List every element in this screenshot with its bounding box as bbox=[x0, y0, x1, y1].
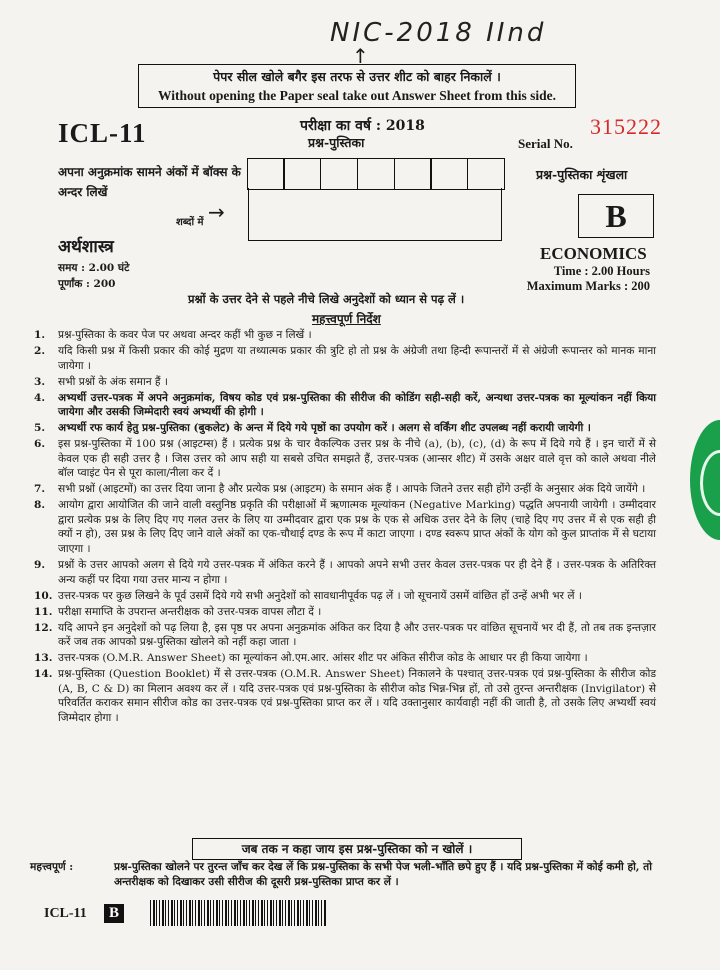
booklet-label: प्रश्न-पुस्तिका bbox=[308, 135, 365, 150]
arrow-right-icon: → bbox=[208, 200, 225, 224]
important-note-text: प्रश्न-पुस्तिका खोलने पर तुरन्त जाँच कर देख लें कि प्रश्न-पुस्तिका के सभी पेज भली-भाँति छपे हुए हैं । यदि प्रश्न-पुस्तिका में कोई कमी हो, तो अन्तरीक्षक को दिखाकर उसी सीरीज की दूसरी प्रश्न-पुस्तिका प्राप्त कर लें । bbox=[114, 861, 652, 888]
barcode-icon bbox=[150, 900, 326, 926]
roll-number-words-box[interactable] bbox=[248, 188, 502, 241]
roll-digit-box[interactable] bbox=[467, 158, 505, 190]
instruction-item: 1. प्रश्न-पुस्तिका के कवर पेज पर अथवा अन्दर कहीं भी कुछ न लिखें । bbox=[34, 329, 312, 341]
marks-hindi: पूर्णांक : 200 bbox=[58, 278, 116, 290]
hologram-seal-icon bbox=[690, 420, 720, 540]
serial-number: 315222 bbox=[590, 114, 662, 139]
subject-english: ECONOMICS bbox=[540, 244, 647, 263]
seal-warning-hindi: पेपर सील खोले बगैर इस तरफ से उत्तर शीट को बाहर निकालें । bbox=[213, 69, 501, 84]
seal-warning-english: Without opening the Paper seal take out Answer Sheet from this side. bbox=[157, 88, 557, 103]
handwritten-arrow-icon: ↑ bbox=[352, 44, 369, 68]
words-label: शब्दों में bbox=[176, 217, 204, 228]
important-note bbox=[30, 860, 660, 890]
time-marks-english bbox=[500, 264, 650, 294]
instruction-item: 11. परीक्षा समाप्ति के उपरान्त अन्तरीक्षक को उत्तर-पत्रक वापस लौटा दें । bbox=[34, 605, 322, 618]
marks-english: Maximum Marks : 200 bbox=[526, 279, 650, 293]
instruction-item: 5. अभ्यर्थी रफ कार्य हेतु प्रश्न-पुस्तिका (बुकलेट) के अन्त में दिये गये पृष्ठों का उपयोग करें । अलग से वर्किंग शीट उपलब्ध नहीं करायी जायेगी । bbox=[34, 422, 591, 435]
instruction-item: 7. सभी प्रश्नों (आइटमों) का उत्तर दिया जाना है और प्रत्येक प्रश्न (आइटम) के समान अंक हैं । आपके जितने उत्तर सही होंगे उन्हीं के अनुसार अंक दिये जायेंगे । bbox=[34, 483, 646, 496]
instruction-item: 3. सभी प्रश्नों के अंक समान हैं । bbox=[34, 375, 168, 388]
do-not-open-notice: जब तक न कहा जाय इस प्रश्न-पुस्तिका को न खोलें । bbox=[192, 838, 522, 860]
time-hindi: समय : 2.00 घंटे bbox=[58, 262, 130, 274]
subject-hindi: अर्थशास्त्र bbox=[58, 237, 114, 257]
instruction-item: 2. यदि किसी प्रश्न में किसी प्रकार की कोई मुद्रण या तथ्यात्मक प्रकार की त्रुटि हो तो प्रश्न के अंग्रेजी तथा हिन्दी रूपान्तरों में से अंग्रेजी रूपान्तर को मानक माना जायेगा । bbox=[34, 344, 656, 372]
roll-digit-box[interactable] bbox=[283, 158, 321, 190]
handwritten-note: NIC-2018 IInd bbox=[330, 18, 547, 48]
roll-number-instruction: अपना अनुक्रमांक सामने अंकों में बॉक्स के अन्दर लिखें bbox=[58, 165, 241, 199]
serial-label: Serial No. bbox=[518, 136, 573, 151]
seal-warning-box bbox=[138, 64, 576, 108]
instruction-item: 14. प्रश्न-पुस्तिका (Question Booklet) में से उत्तर-पत्रक (O.M.R. Answer Sheet) निकालने के पश्चात् उत्तर-पत्रक एवं प्रश्न-पुस्तिका के सीरीज कोड (A, B, C & D) का मिलान अवश्य कर लें । यदि उत्तर-पत्रक एवं प्रश्न-पुस्तिका के सीरीज कोड भिन्न-भिन्न हों, तो उसे तुरन्त अन्तरीक्षक (Invigilator) से परिवर्तित कराकर समान सीरीज कोड का उत्तर-पत्रक एवं प्रश्न-पुस्तिका प्राप्त कर लें । यदि उक्तानुसार कार्यवाही नहीं की जाती है, तो उसके लिए अभ्यर्थी स्वयं जिम्मेदार होगा । bbox=[34, 668, 656, 724]
series-box: B bbox=[578, 194, 654, 238]
footer-code: ICL-11 bbox=[44, 906, 87, 921]
instruction-item: 8. आयोग द्वारा आयोजित की जाने वाली वस्तुनिष्ठ प्रकृति की परीक्षाओं में ऋणात्मक मूल्यांकन (Negative Marking) पद्धति अपनायी जायेगी । उम्मीदवार द्वारा प्रत्येक प्रश्न के लिए दिए गए गलत उत्तर के लिए या उम्मीदवार द्वारा एक प्रश्न के एक से अधिक उत्तर देने के लिए (चाहे दिए गए उत्तर में से एक सही ही क्यों न हो), उस प्रश्न के लिए दिए जाने वाले अंकों का एक-चौथाई दण्ड के रूप में काटा जाएगा । दण्ड स्वरूप प्राप्त अंकों के योग को कुल प्राप्तांक में से घटाया जाएगा । bbox=[34, 499, 656, 556]
instruction-item: 6. इस प्रश्न-पुस्तिका में 100 प्रश्न (आइटम्स) हैं । प्रत्येक प्रश्न के चार वैकल्पिक उत्तर प्रश्न के नीचे (a), (b), (c), (d) के रूप में दिये गये हैं । इन चारों में से केवल एक ही सही उत्तर है । जिस उत्तर को आप सही या सबसे उचित समझते हैं, उत्तर-पत्रक (आन्सर शीट) में उसके अक्षर वाले वृत्त को काले अथवा नीले बॉल प्वाइंट पेन से पूरा काला/नीला कर दें । bbox=[34, 438, 656, 480]
roll-digit-box[interactable] bbox=[320, 158, 358, 190]
pre-instruction-note: प्रश्नों के उत्तर देने से पहले नीचे लिखे अनुदेशों को ध्यान से पढ़ लें । bbox=[188, 292, 465, 306]
series-label: प्रश्न-पुस्तिका शृंखला bbox=[536, 167, 628, 182]
roll-digit-box[interactable] bbox=[394, 158, 432, 190]
instruction-item: 12. यदि आपने इन अनुदेशों को पढ़ लिया है, इस पृष्ठ पर अपना अनुक्रमांक अंकित कर दिया है और उत्तर-पत्रक पर वांछित सूचनायें भर दी हैं, तो तब तक इन्तज़ार करें जब तक आपको प्रश्न-पुस्तिका खोलने को नहीं कहा जाता । bbox=[34, 621, 656, 649]
instruction-item: 4. अभ्यर्थी उत्तर-पत्रक में अपने अनुक्रमांक, विषय कोड एवं प्रश्न-पुस्तिका की सीरीज की कोडिंग सही-सही करें, अन्यथा उत्तर-पत्रक का मूल्यांकन नहीं किया जायेगा और उसकी जिम्मेदारी स्वयं अभ्यर्थी की होगी । bbox=[34, 391, 656, 419]
roll-digit-box[interactable] bbox=[430, 158, 468, 190]
instruction-item: 13. उत्तर-पत्रक (O.M.R. Answer Sheet) का मूल्यांकन ओ.एम.आर. आंसर शीट पर अंकित सीरीज कोड के आधार पर ही किया जायेगा । bbox=[34, 652, 588, 665]
roll-number-boxes[interactable] bbox=[248, 158, 505, 190]
roll-digit-box[interactable] bbox=[247, 158, 285, 190]
instructions-list bbox=[34, 328, 656, 727]
time-marks-hindi bbox=[58, 260, 129, 292]
roll-digit-box[interactable] bbox=[357, 158, 395, 190]
footer-series-badge: B bbox=[104, 904, 124, 923]
paper-code: ICL-11 bbox=[58, 118, 147, 148]
instructions-title: महत्त्वपूर्ण निर्देश bbox=[312, 312, 381, 326]
time-english: Time : 2.00 Hours bbox=[553, 264, 650, 278]
exam-year: परीक्षा का वर्ष : 2018 bbox=[300, 118, 425, 134]
important-note-label: महत्त्वपूर्ण : bbox=[30, 861, 74, 873]
instruction-item: 10. उत्तर-पत्रक पर कुछ लिखने के पूर्व उसमें दिये गये सभी अनुदेशों को सावधानीपूर्वक पढ़ लें । जो सूचनायें उसमें वांछित हों उन्हें अभी भर लें । bbox=[34, 589, 582, 602]
instruction-item: 9. प्रश्नों के उत्तर आपको अलग से दिये गये उत्तर-पत्रक में अंकित करने हैं । आपको अपने सभी उत्तर केवल उत्तर-पत्रक पर ही देने हैं । उत्तर-पत्रक के अतिरिक्त अन्य कहीं पर दिया गया उत्तर मान्य न होगा । bbox=[34, 559, 656, 586]
